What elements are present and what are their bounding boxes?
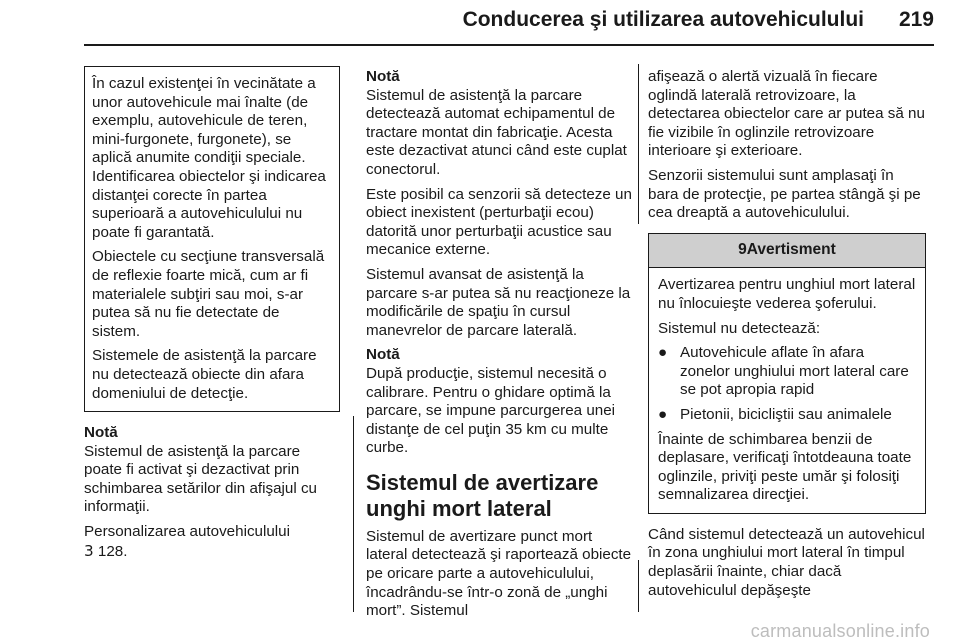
note-text: Sistemul de asistenţă la parcare detectează automat echipamentul de tractare montat din fabricaţie. Acesta este dezactivat atunci când este cuplat conectorul. xyxy=(366,86,627,178)
reference-text: Personalizarea autovehiculului xyxy=(84,523,291,541)
column-3 xyxy=(648,68,926,606)
paragraph: afişează o alertă vizuală în fiecare oglindă laterală retrovizoare, la detectarea obiectelor care ar putea să nu fie vizibile în oglinzile retrovizoare interioare şi exterioare. xyxy=(648,68,925,160)
bullet-item xyxy=(658,406,917,425)
cross-reference xyxy=(84,523,340,561)
bullet-text: Autovehicule aflate în afara zonelor unghiului mort lateral care se pot apropia rapid xyxy=(680,344,909,399)
warning-title: Avertisment xyxy=(746,240,836,258)
box-paragraph: În cazul existenţei în vecinătate a unor autovehicule mai înalte (de exemplu, autovehicule de teren, mini-furgonete, furgonete), se aplică anumite condiţii speciale. Identificarea obiectelor şi indicarea distanţei corecte în partea superioară a autovehiculului nu poate fi garantată. xyxy=(92,75,326,241)
watermark: carmanualsonline.info xyxy=(750,621,930,641)
warning-triangle-icon: 9 xyxy=(738,240,747,258)
reference-page: 128. xyxy=(93,542,128,560)
page-number: 219 xyxy=(898,8,934,31)
bullet-icon: ● xyxy=(658,405,668,423)
section-text: Sistemul de avertizare punct mort lateral detectează şi raportează obiecte pe oricare parte a autovehiculului, încadrându-se într-o zonă de „unghi mort”. Sistemul xyxy=(366,527,632,620)
warning-paragraph: Sistemul nu detectează: xyxy=(658,319,821,337)
bullet-item xyxy=(658,344,917,400)
warning-box xyxy=(648,233,926,514)
note-text: După producţie, sistemul necesită o calibrare. Pentru o ghidare optimă la parcare, se impune parcurgerea unei distanţe de cel puţin 35 km cu multe curbe. xyxy=(366,364,616,457)
column-2 xyxy=(366,68,632,627)
column-divider-1 xyxy=(353,416,354,612)
warning-paragraph: Avertizarea pentru unghiul mort lateral nu înlocuieşte vederea şoferului. xyxy=(658,276,916,312)
column-divider-2 xyxy=(638,64,639,224)
warning-paragraph: Înainte de schimbarea benzii de deplasare, verificaţi întotdeauna toate oglinzile, priviţi peste umăr şi folosiţi semnalizarea direcţiei. xyxy=(658,430,912,504)
header-title: Conducerea şi utilizarea autovehiculului xyxy=(462,8,864,31)
note-title: Notă xyxy=(366,346,400,364)
note-title: Notă xyxy=(84,424,118,442)
section-heading: Sistemul de avertizare unghi mort lateral xyxy=(366,469,599,521)
paragraph: Senzorii sistemului sunt amplasaţi în bara de protecţie, pe partea stângă şi pe cea dreaptă a autovehiculului. xyxy=(648,166,921,222)
reference-arrow-icon: 3 xyxy=(84,541,94,560)
warning-body xyxy=(649,268,925,513)
bullet-icon: ● xyxy=(658,344,668,362)
paragraph: Sistemul avansat de asistenţă la parcare s-ar putea să nu reacţioneze la modificările de spaţiu în cursul manevrelor de parcare laterală. xyxy=(366,265,631,339)
box-paragraph: Obiectele cu secţiune transversală de reflexie foarte mică, cum ar fi materialele subţiri sau moi, s-ar putea să nu fie detectate de sistem. xyxy=(92,248,325,340)
box-paragraph: Sistemele de asistenţă la parcare nu detectează obiecte din afara domeniului de detecţie. xyxy=(92,347,317,402)
header-rule xyxy=(84,44,934,46)
warning-header xyxy=(649,234,925,269)
column-1 xyxy=(84,64,340,567)
paragraph: Este posibil ca senzorii să detecteze un obiect inexistent (perturbaţii ecou) datorită unor perturbaţii acustice sau mecanice externe. xyxy=(366,185,632,259)
paragraph: Când sistemul detectează un autovehicul în zona unghiului mort lateral în timpul deplasării înainte, chiar dacă autovehiculul depăşeşte xyxy=(648,525,925,599)
column-divider-3 xyxy=(638,560,639,612)
note-text: Sistemul de asistenţă la parcare poate fi activat şi dezactivat prin schimbarea setărilor din afişajul cu informaţii. xyxy=(84,442,317,516)
bullet-text: Pietonii, bicicliştii sau animalele xyxy=(680,405,892,423)
note-title: Notă xyxy=(366,68,400,85)
info-box xyxy=(84,66,340,412)
